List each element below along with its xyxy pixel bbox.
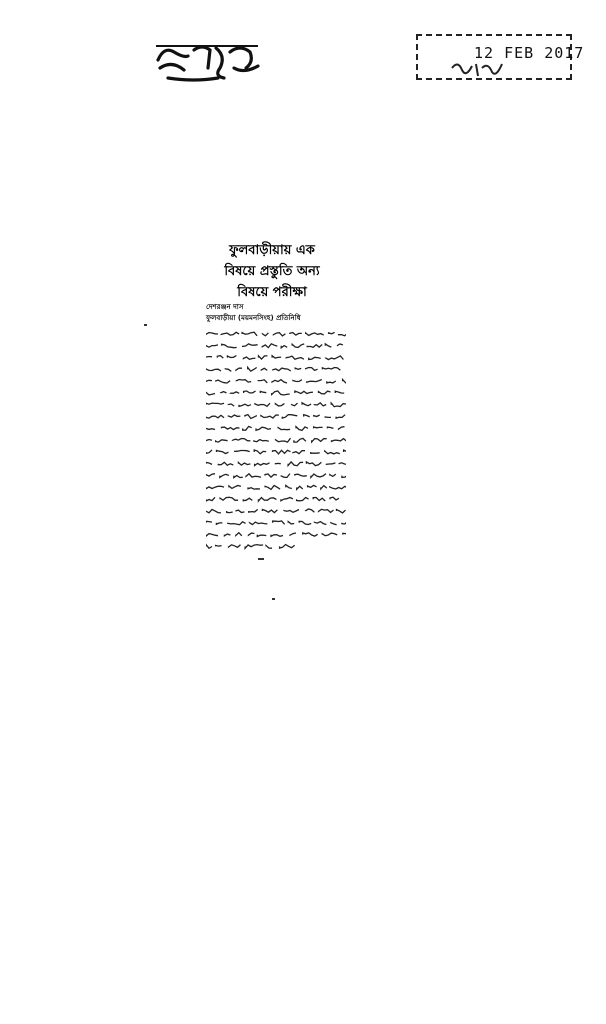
body-text-line (206, 415, 345, 419)
scan-speck (144, 324, 147, 326)
body-text-line (206, 356, 343, 360)
body-text-line (206, 368, 340, 372)
body-text-line (206, 403, 346, 407)
date-stamp (416, 34, 585, 80)
body-text-line (206, 450, 346, 454)
body-text-line (206, 438, 346, 442)
headline-line: বিষয়ে প্রস্তুতি অন্য (224, 264, 320, 279)
handwritten-note-mark (448, 58, 508, 80)
body-text-line (206, 462, 346, 466)
article-byline (206, 302, 342, 324)
stamp-date: 12 FEB 2017 (474, 44, 585, 62)
scan-speck (258, 558, 264, 560)
headline-line: ফুলবাড়ীয়ায় এক (229, 243, 315, 258)
byline-line: দেশরঞ্জন দাস (206, 303, 244, 311)
newspaper-masthead-logo (154, 38, 264, 86)
article-body-scan (206, 330, 346, 558)
body-text-line (206, 533, 346, 537)
scan-speck (272, 598, 275, 600)
article-headline (200, 240, 344, 303)
body-text-line (206, 391, 344, 395)
body-text-line (206, 497, 339, 501)
body-text-line (206, 474, 346, 478)
body-text-line (206, 509, 346, 513)
body-text-line (206, 485, 346, 489)
body-text-line (206, 332, 346, 336)
body-text-line (206, 521, 346, 525)
body-text-line (206, 545, 295, 549)
body-text-line (206, 344, 343, 348)
headline-line: বিষয়ে পরীক্ষা (237, 285, 307, 300)
body-text-line (206, 426, 345, 430)
body-text-line (206, 380, 346, 384)
byline-line: ফুলবাড়ীয়া (ময়মনসিংহ) প্রতিনিধি (206, 314, 301, 322)
